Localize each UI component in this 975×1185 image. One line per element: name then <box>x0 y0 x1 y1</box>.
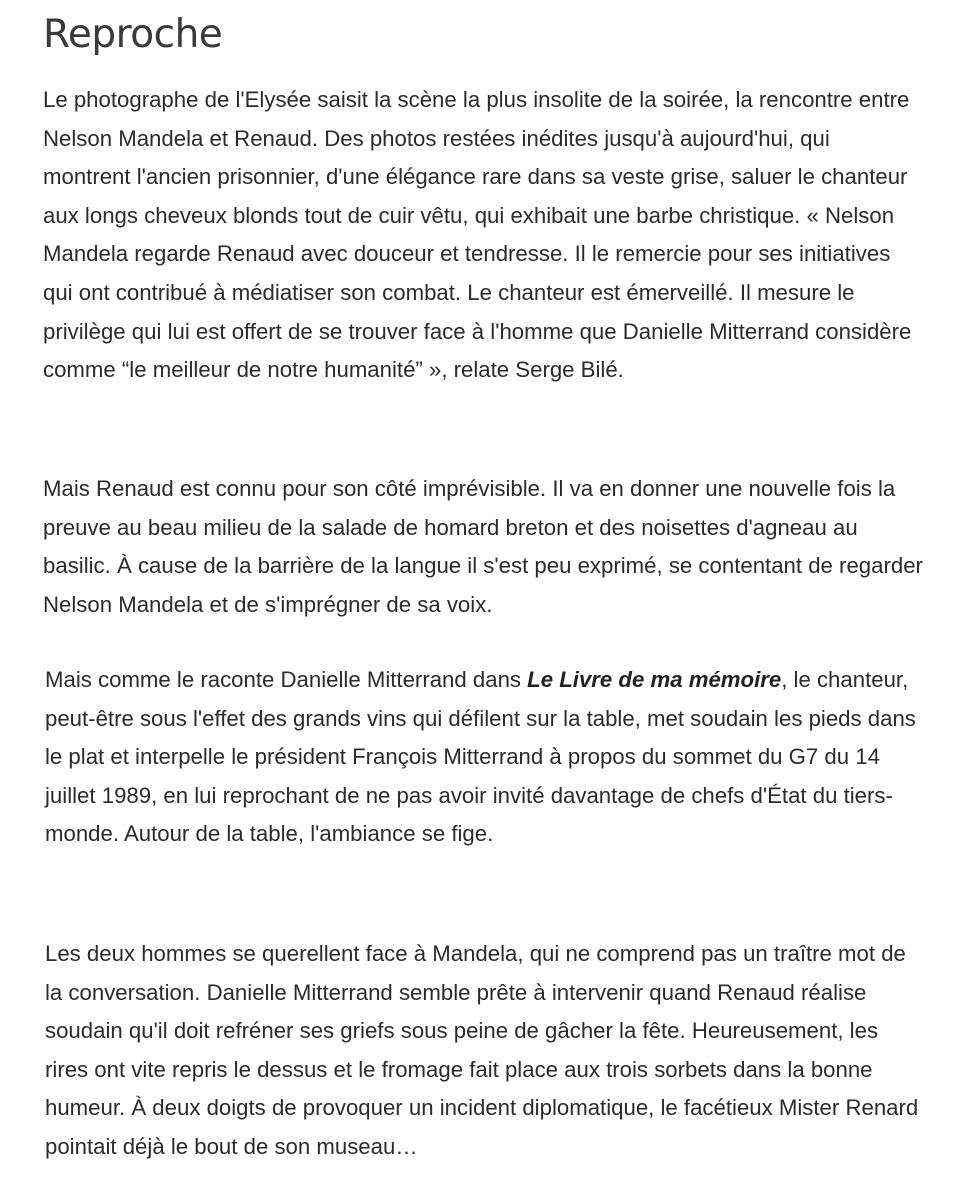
paragraph-1: Le photographe de l'Elysée saisit la scène la plus insolite de la soirée, la rencontre entre Nelson Mandela et Renaud. Des photos restées inédites jusqu'à aujourd'hui, qui montrent l'ancien prisonnier, d'une élégance rare dans sa veste grise, saluer le chanteur aux longs cheveux blonds tout de cuir vêtu, qui exhibait une barbe christique. « Nelson Mandela regarde Renaud avec douceur et tendresse. Il le remercie pour ses initiatives qui ont contribué à médiatiser son combat. Le chanteur est émerveillé. Il mesure le privilège qui lui est offert de se trouver face à l'homme que Danielle Mitterrand considère comme “le meilleur de notre humanité” », relate Serge Bilé. <box>43 87 912 383</box>
section-heading: Reproche <box>43 12 223 57</box>
paragraph-3-text-before: Mais comme le raconte Danielle Mitterrand dans <box>45 667 528 692</box>
book-title: Le Livre de ma mémoire <box>527 667 782 692</box>
paragraph-3-text-after: , le chanteur, peut-être sous l'effet des grands vins qui défilent sur la table, met soudain les pieds dans le plat et interpelle le président François Mitterrand à propos du sommet du G7 du 14 juillet 1989, en lui reprochant de ne pas avoir invité davantage de chefs d'État du tiers-monde. Autour de la table, l'ambiance se fige. <box>45 667 916 847</box>
paragraph-4: Les deux hommes se querellent face à Mandela, qui ne comprend pas un traître mot de la conversation. Danielle Mitterrand semble prête à intervenir quand Renaud réalise soudain qu'il doit refréner ses griefs sous peine de gâcher la fête. Heureusement, les rires ont vite repris le dessus et le fromage fait place aux trois sorbets dans la bonne humeur. À deux doigts de provoquer un incident diplomatique, le facétieux Mister Renard pointait déjà le bout de son museau… <box>45 941 919 1159</box>
paragraph-2: Mais Renaud est connu pour son côté imprévisible. Il va en donner une nouvelle fois la preuve au beau milieu de la salade de homard breton et des noisettes d'agneau au basilic. À cause de la barrière de la langue il s'est peu exprimé, se contentant de regarder Nelson Mandela et de s'imprégner de sa voix. <box>43 476 923 617</box>
paragraph-3 <box>45 661 925 854</box>
